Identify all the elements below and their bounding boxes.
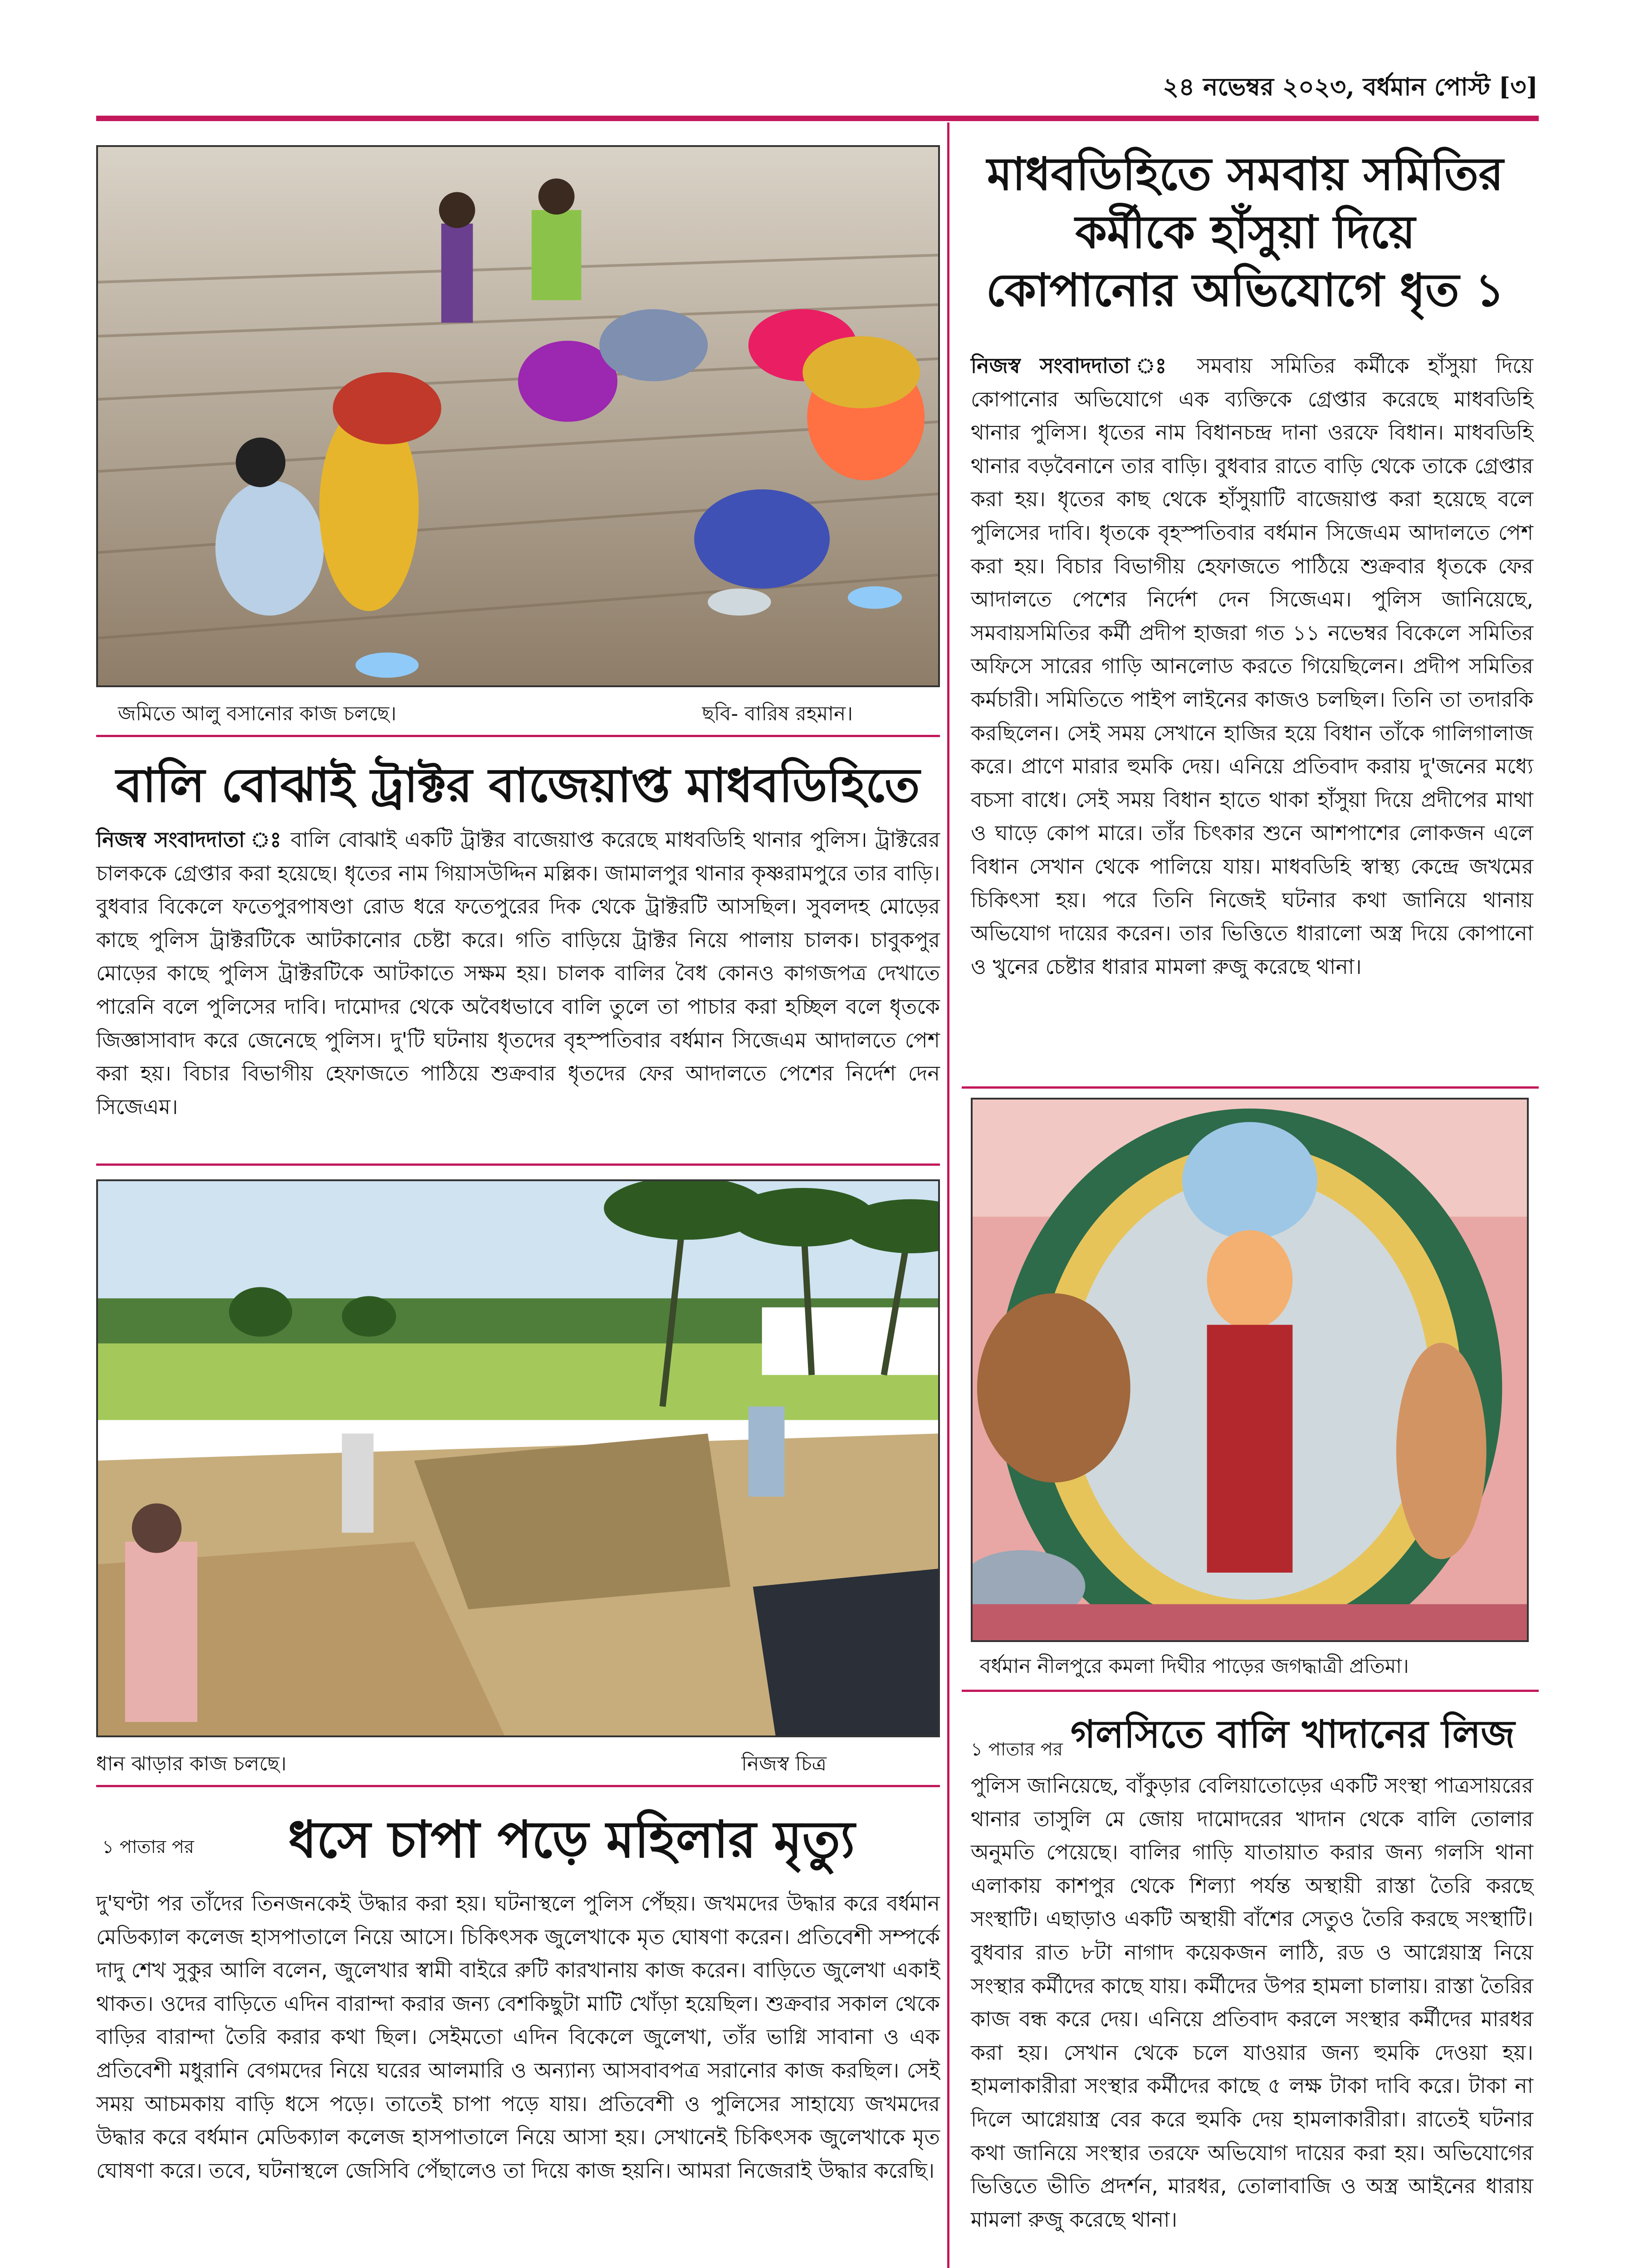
collapse-body: দু'ঘণ্টা পর তাঁদের তিনজনকেই উদ্ধার করা হয়। ঘটনাস্থলে পুলিস পেঁছয়। জখমদের উদ্ধার করে বর্ধমান মেডিক্যাল কলেজ হাসপাতালে নিয়ে আসে। চিকিৎসক জুলেখাকে মৃত ঘোষণা করেন। প্রতিবেশী সম্পর্কে দাদু শেখ সুকুর আলি বলেন, জুলেখার স্বামী বাইরে রুটি কারখানায় কাজ করেন। বাড়িতে জুলেখা একাই থাকত। ওদের বাড়িতে এদিন বারান্দা করার জন্য বেশকিছুটা মাটি খোঁড়া হয়েছিল। শুক্রবার সকাল থেকে বাড়ির বারান্দা তৈরি করার কথা ছিল। সেইমতো এদিন বিকেলে জুলেখা, তাঁর ভাগ্নি সাবানা ও এক প্রতিবেশী মধুরানি বেগমদের নিয়ে ঘরের আলমারি ও অন্যান্য আসবাবপত্র সরানোর কাজ করছিল। সেই সময় আচমকায় বাড়ি ধসে পড়ে। তাতেই চাপা পড়ে যায়। প্রতিবেশী ও পুলিসের সাহায্যে জখমদের উদ্ধার করে বর্ধমান মেডিক্যাল কলেজ হাসপাতালে নিয়ে আসা হয়। সেখানেই চিকিৎসক জুলেখাকে মৃত ঘোষণা করে। তবে, ঘটনাস্থলে জেসিবি পেঁছালেও তা দিয়ে কাজ হয়নি। আমরা নিজেরাই উদ্ধার করেছি। bbox=[96, 1891, 940, 2183]
collapse-headline: ধসে চাপা পড়ে মহিলার মৃত্যু bbox=[288, 1810, 855, 1869]
potato-photo-caption bbox=[118, 699, 853, 732]
potato-field-photo bbox=[96, 145, 940, 687]
section-rule bbox=[962, 1690, 1539, 1692]
sickle-body bbox=[971, 349, 1533, 983]
section-rule bbox=[96, 735, 940, 737]
photo-credit: ছবি- বারিষ রহমান। bbox=[702, 702, 853, 725]
lease-body: পুলিস জানিয়েছে, বাঁকুড়ার বেলিয়াতোড়ের একটি সংস্থা পাত্রসায়রের থানার তাসুলি মে জোয় দামোদরের খাদান থেকে বালি তোলার অনুমতি পেয়েছে। বালির গাড়ি যাতায়াত করার জন্য গলসি থানা এলাকায় কাশপুর থেকে শিল্যা পর্যন্ত অস্থায়ী রাস্তা তৈরি করছে সংস্থাটি। এছাড়াও একটি অস্থায়ী বাঁশের সেতুও তৈরি করছে সংস্থাটি। বুধবার রাত ৮টা নাগাদ কয়েকজন লাঠি, রড ও আগ্নেয়াস্ত্র নিয়ে সংস্থার কর্মীদের কাছে যায়। কর্মীদের উপর হামলা চালায়। রাস্তা তৈরির কাজ বন্ধ করে দেয়। এনিয়ে প্রতিবাদ করলে সংস্থার কর্মীদের মারধর করা হয়। সেখান থেকে চলে যাওয়ার জন্য হুমকি দেওয়া হয়। হামলাকারীরা সংস্থার কর্মীদের কাছে ৫ লক্ষ টাকা দাবি করে। টাকা না দিলে আগ্নেয়াস্ত্র বের করে হুমকি দেয় হামলাকারীরা। রাতেই ঘটনার কথা জানিয়ে সংস্থার তরফে অভিযোগ দায়ের করা হয়। অভিযোগের ভিত্তিতে ভীতি প্রদর্শন, মারধর, তোলাবাজি ও অস্ত্র আইনের ধারায় মামলা রুজু করেছে থানা। bbox=[971, 1773, 1533, 2232]
article-text: সমবায় সমিতির কর্মীকে হাঁসুয়া দিয়ে কোপানোর অভিযোগে এক ব্যক্তিকে গ্রেপ্তার করেছে মাধবডিহি থানার পুলিস। ধৃতের নাম বিধানচন্দ্র দানা ওরফে বিধান। মাধবডিহি থানার বড়বৈনানে তার বাড়ি। বুধবার রাতে বাড়ি থেকে তাকে গ্রেপ্তার করা হয়। ধৃতের কাছ থেকে হাঁসুয়াটি বাজেয়াপ্ত করা হয়েছে বলে পুলিসের দাবি। ধৃতকে বৃহস্পতিবার বর্ধমান সিজেএম আদালতে পেশ করা হয়। বিচার বিভাগীয় হেফাজতে পাঠিয়ে শুক্রবার ধৃতকে ফের আদালতে পেশের নির্দেশ দেন সিজেএম। পুলিস জানিয়েছে, সমবায়সমিতির কর্মী প্রদীপ হাজরা গত ১১ নভেম্বর বিকেলে সমিতির অফিসে সারের গাড়ি আনলোড করতে গিয়েছিলেন। প্রদীপ সমিতির কর্মচারী। সমিতিতে পাইপ লাইনের কাজও চলছিল। তিনি তা তদারকি করছিলেন। সেই সময় সেখানে হাজির হয়ে বিধান তাঁকে গালিগালাজ করে। প্রাণে মারার হুমকি দেয়। এনিয়ে প্রতিবাদ করায় দু'জনের মধ্যে বচসা বাধে। সেই সময় বিধান হাতে থাকা হাঁসুয়া দিয়ে প্রদীপের মাথা ও ঘাড়ে কোপ মারে। তাঁর চিৎকার শুনে আশপাশের লোকজন এলে বিধান সেখান থেকে পালিয়ে যায়। মাধবডিহি স্বাস্থ্য কেন্দ্রে জখমের চিকিৎসা হয়। পরে তিনি নিজেই ঘটনার কথা জানিয়ে থানায় অভিযোগ দায়ের করেন। তার ভিত্তিতে ধারালো অস্ত্র দিয়ে কোপানো ও খুনের চেষ্টার ধারার মামলা রুজু করেছে থানা। bbox=[971, 353, 1533, 979]
jagaddhatri-idol-photo bbox=[971, 1098, 1529, 1642]
section-rule bbox=[962, 1086, 1539, 1089]
article-text: বালি বোঝাই একটি ট্রাক্টর বাজেয়াপ্ত করেছে মাধবডিহি থানার পুলিস। ট্রাক্টরের চালককে গ্রেপ্তার করা হয়েছে। ধৃতের নাম গিয়াসউদ্দিন মল্লিক। জামালপুর থানার কৃষ্ণরামপুরে তার বাড়ি। বুধবার বিকেলে ফতেপুরপাষণ্ডা রোড ধরে ফতেপুরের দিক থেকে ট্রাক্টরটি আসছিল। সুবলদহ মোড়ের কাছে পুলিস ট্রাক্টরটিকে আটকানোর চেষ্টা করে। গতি বাড়িয়ে ট্রাক্টর নিয়ে পালায় চালক। চাবুকপুর মোড়ের কাছে পুলিস ট্রাক্টরটিকে আটকাতে সক্ষম হয়। চালক বালির বৈধ কোনও কাগজপত্র দেখাতে পারেনি বলে পুলিসের দাবি। দামোদর থেকে অবৈধভাবে বালি তুলে তা পাচার করা হচ্ছিল বলে ধৃতকে জিজ্ঞাসাবাদ করে জেনেছে পুলিস। দু'টি ঘটনায় ধৃতদের বৃহস্পতিবার বর্ধমান সিজেএম আদালতে পেশ করা হয়। বিচার বিভাগীয় হেফাজতে পাঠিয়ে শুক্রবার ধৃতদের ফের আদালতে পেশের নির্দেশ দেন সিজেএম। bbox=[96, 827, 940, 1119]
section-rule bbox=[96, 1785, 940, 1787]
headline-line: কর্মীকে হাঁসুয়া দিয়ে bbox=[1075, 205, 1415, 259]
page-folio: ২৪ নভেম্বর ২০২৩, বর্ধমান পোস্ট [৩] bbox=[1163, 72, 1538, 101]
headline-line: মাধবডিহিতে সমবায় সমিতির bbox=[987, 147, 1504, 200]
continued-label: ১ পাতার পর bbox=[102, 1837, 194, 1857]
sand-tractor-headline: বালি বোঝাই ট্রাক্টর বাজেয়াপ্ত মাধবডিহিতে bbox=[116, 758, 920, 813]
byline: নিজস্ব সংবাদদাতা ঃ bbox=[971, 353, 1179, 378]
caption-text: ধান ঝাড়ার কাজ চলছে। bbox=[96, 1752, 287, 1775]
sickle-headline bbox=[957, 145, 1533, 319]
idol-photo-caption: বর্ধমান নীলপুরে কমলা দিঘীর পাড়ের জগদ্ধাত্রী প্রতিমা। bbox=[980, 1655, 1409, 1678]
section-rule bbox=[96, 1163, 940, 1166]
headline-line: কোপানোর অভিযোগে ধৃত ১ bbox=[986, 264, 1505, 317]
paddy-threshing-photo bbox=[96, 1179, 940, 1737]
byline: নিজস্ব সংবাদদাতা ঃ bbox=[96, 827, 283, 852]
sand-tractor-body bbox=[96, 823, 940, 1124]
top-rule bbox=[96, 116, 1539, 121]
continued-label: ১ পাতার পর bbox=[971, 1739, 1063, 1760]
column-rule bbox=[947, 122, 949, 2268]
caption-text: জমিতে আলু বসানোর কাজ চলছে। bbox=[118, 702, 396, 725]
photo-credit: নিজস্ব চিত্র bbox=[741, 1752, 827, 1775]
lease-headline: গলসিতে বালি খাদানের লিজ bbox=[1071, 1712, 1515, 1756]
paddy-photo-caption bbox=[96, 1749, 827, 1782]
